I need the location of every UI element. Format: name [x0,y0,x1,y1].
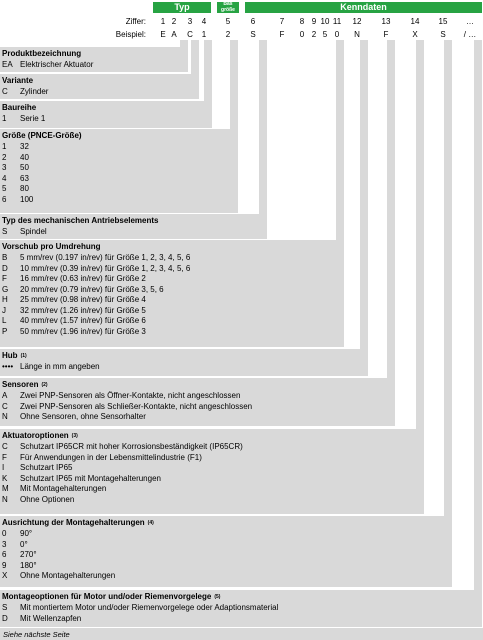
option-description: Schutzart IP65CR mit hoher Korrosionsbeständigkeit (IP65CR) [20,442,243,451]
option-code: C [2,401,8,411]
ziffer-8: 8 [299,17,305,26]
section-title [2,430,243,442]
option-description: Mit Wellenzapfen [20,613,82,623]
option-description: 25 mm/rev (0.98 in/rev) für Größe 4 [20,295,146,304]
section-title [2,215,159,227]
option-row [2,391,252,402]
section-10 [2,517,154,582]
option-description: Zwei PNP-Sensoren als Schließer-Kontakte, nicht angeschlossen [20,401,253,411]
option-code: •••• [2,362,14,371]
ziffer-2: 2 [171,17,177,26]
ziffer-12: 12 [352,17,362,26]
option-description: 50 mm/rev (1.96 in/rev) für Größe 3 [20,326,146,336]
option-code: 1 [2,114,7,123]
option-description: 40 mm/rev (1.57 in/rev) für Größe 6 [20,316,146,325]
option-row [2,529,154,540]
option-description: Ohne Sensoren, ohne Sensorhalter [20,412,146,421]
ziffer-13: 13 [381,17,391,26]
option-description: Zylinder [20,87,49,96]
header-kenndaten: Kenndaten [245,2,482,13]
beispiel-7: F [279,30,285,39]
option-code: 3 [2,539,7,549]
option-row [2,114,45,125]
section-4 [2,130,82,205]
ziffer-5: 5 [225,17,231,26]
connector-column [360,40,368,376]
option-code: B [2,253,8,262]
option-row [2,603,278,614]
option-description: Serie 1 [20,114,46,123]
option-code: F [2,274,7,283]
option-code: G [2,284,9,294]
option-row [2,442,243,453]
header-basisgroesse: Bas größe [217,2,239,13]
option-description: Ohne Optionen [20,494,75,504]
option-code: P [2,326,8,336]
option-code: EA [2,60,13,69]
section-title-text: Baureihe [2,103,37,112]
footnote-marker: (3) [71,433,78,439]
ziffer-11: 11 [332,17,342,26]
section-8 [2,379,252,423]
option-row [2,453,243,464]
section-title [2,48,93,60]
option-description: 16 mm/rev (0.63 in/rev) für Größe 2 [20,274,146,283]
option-description: 100 [20,194,34,204]
option-description: Schutzart IP65 mit Montagehalterungen [20,473,161,483]
section-title [2,350,100,362]
option-description: 40 [20,152,29,162]
option-description: Schutzart IP65 [20,463,73,472]
section-5 [2,215,159,238]
section-title [2,591,278,603]
option-code: 9 [2,560,7,570]
footnote-marker: (4) [147,520,154,526]
beispiel-2: A [171,30,177,39]
section-11 [2,591,278,624]
beispiel-9: 2 [311,30,317,39]
beispiel-16: / … [463,30,477,39]
option-description: 0° [20,539,28,549]
section-9 [2,430,243,505]
option-row [2,327,190,338]
option-row [2,285,190,296]
footer-note: Siehe nächste Seite [3,630,70,639]
option-row [2,274,190,285]
section-title-text: Produktbezeichnung [2,49,82,58]
option-code: X [2,571,8,580]
section-3 [2,102,45,125]
option-description: 5 mm/rev (0.197 in/rev) für Größe 1, 2, 3, 4, 5, 6 [20,253,191,262]
option-description: Zwei PNP-Sensoren als Öffner-Kontakte, nicht angeschlossen [20,391,241,400]
section-title [2,102,45,114]
header-typ: Typ [153,2,211,13]
option-row [2,142,82,153]
option-description: Mit montiertem Motor und/oder Riemenvorgelege oder Adaptionsmaterial [20,603,279,612]
option-row [2,153,82,164]
ziffer-14: 14 [410,17,420,26]
option-description: Mit Montagehalterungen [20,484,107,493]
option-row [2,184,82,195]
option-code: C [2,442,8,451]
ziffer-label: Ziffer: [125,17,146,26]
beispiel-14: X [412,30,418,39]
option-row [2,540,154,551]
option-code: M [2,484,9,493]
option-row [2,163,82,174]
option-code: 3 [2,163,7,172]
footnote-marker: (1) [20,353,27,359]
option-code: D [2,613,8,623]
section-title-text: Ausrichtung der Montagehalterungen [2,518,145,527]
option-description: 50 [20,163,29,172]
option-row [2,571,154,582]
option-row [2,463,243,474]
section-2 [2,75,48,98]
footnote-marker: (2) [41,382,48,388]
option-code: J [2,305,6,315]
option-row [2,550,154,561]
beispiel-15: S [440,30,446,39]
option-row [2,412,252,423]
section-title-text: Montageoptionen für Motor und/oder Riemenvorgelege [2,592,212,601]
ziffer-4: 4 [201,17,207,26]
option-row [2,227,159,238]
beispiel-5: 2 [225,30,231,39]
option-code: F [2,452,7,462]
option-description: Ohne Montagehalterungen [20,571,116,580]
beispiel-label: Beispiel: [115,30,146,39]
beispiel-6: S [250,30,256,39]
option-code: K [2,473,8,483]
option-code: D [2,263,8,273]
section-1 [2,48,93,71]
option-description: Länge in mm angeben [20,362,100,371]
option-row [2,402,252,413]
footer-band [0,628,483,640]
connector-column [444,40,452,587]
beispiel-13: F [383,30,389,39]
option-code: N [2,412,8,421]
ziffer-7: 7 [279,17,285,26]
option-description: 80 [20,184,29,193]
option-code: 6 [2,194,7,204]
option-description: 20 mm/rev (0.79 in/rev) für Größe 3, 5, 6 [20,284,164,294]
beispiel-3: C [187,30,193,39]
option-code: 2 [2,152,7,162]
option-description: 270° [20,550,37,559]
section-title-text: Aktuatoroptionen [2,431,69,440]
option-row [2,87,48,98]
section-title [2,75,48,87]
option-code: 6 [2,550,7,559]
option-description: 32 mm/rev (1.26 in/rev) für Größe 5 [20,305,146,315]
beispiel-12: N [354,30,360,39]
option-row [2,306,190,317]
section-title-text: Variante [2,76,34,85]
option-code: 1 [2,142,7,151]
option-row [2,195,82,206]
option-row [2,295,190,306]
option-row [2,561,154,572]
option-description: 32 [20,142,29,151]
option-code: C [2,87,8,96]
beispiel-4: 1 [201,30,207,39]
section-title-text: Typ des mechanischen Antriebselements [2,216,159,225]
option-row [2,474,243,485]
option-code: L [2,316,7,325]
option-description: Spindel [20,227,47,236]
option-code: I [2,463,5,472]
option-code: N [2,494,8,504]
ziffer-9: 9 [311,17,317,26]
option-row [2,253,190,264]
option-code: H [2,295,8,304]
option-code: S [2,603,8,612]
option-description: 90° [20,529,33,538]
beispiel-8: 0 [299,30,305,39]
option-code: 5 [2,184,7,193]
option-code: A [2,391,8,400]
section-title [2,517,154,529]
section-title-text: Sensoren [2,380,39,389]
section-title-text: Hub [2,351,18,360]
beispiel-11: 0 [334,30,340,39]
section-title [2,379,252,391]
connector-column [387,40,395,426]
option-row [2,495,243,506]
ziffer-1: 1 [160,17,166,26]
section-6 [2,241,190,337]
option-code: 0 [2,529,7,538]
option-description: 63 [20,173,29,183]
option-description: Für Anwendungen in der Lebensmittelindustrie (F1) [20,452,202,462]
beispiel-1: E [160,30,166,39]
option-row [2,316,190,327]
option-code: S [2,227,8,236]
option-row [2,362,100,373]
option-row [2,60,93,71]
connector-column [474,40,482,627]
option-code: 4 [2,173,7,183]
section-7 [2,350,100,373]
option-row [2,264,190,275]
section-title-text: Vorschub pro Umdrehung [2,242,101,251]
ziffer-3: 3 [187,17,193,26]
section-title-text: Größe (PNCE-Größe) [2,131,82,140]
ziffer-10: 10 [320,17,330,26]
section-title [2,130,82,142]
beispiel-10: 5 [322,30,328,39]
section-title [2,241,190,253]
option-description: 180° [20,560,37,570]
option-description: 10 mm/rev (0.39 in/rev) für Größe 1, 2, 3, 4, 5, 6 [20,263,191,273]
ziffer-15: 15 [438,17,448,26]
option-description: Elektrischer Aktuator [20,60,94,69]
footnote-marker: (5) [214,594,221,600]
option-row [2,174,82,185]
ziffer-16: … [466,17,474,26]
connector-column [259,40,267,239]
ziffer-6: 6 [250,17,256,26]
option-row [2,484,243,495]
option-row [2,614,278,625]
